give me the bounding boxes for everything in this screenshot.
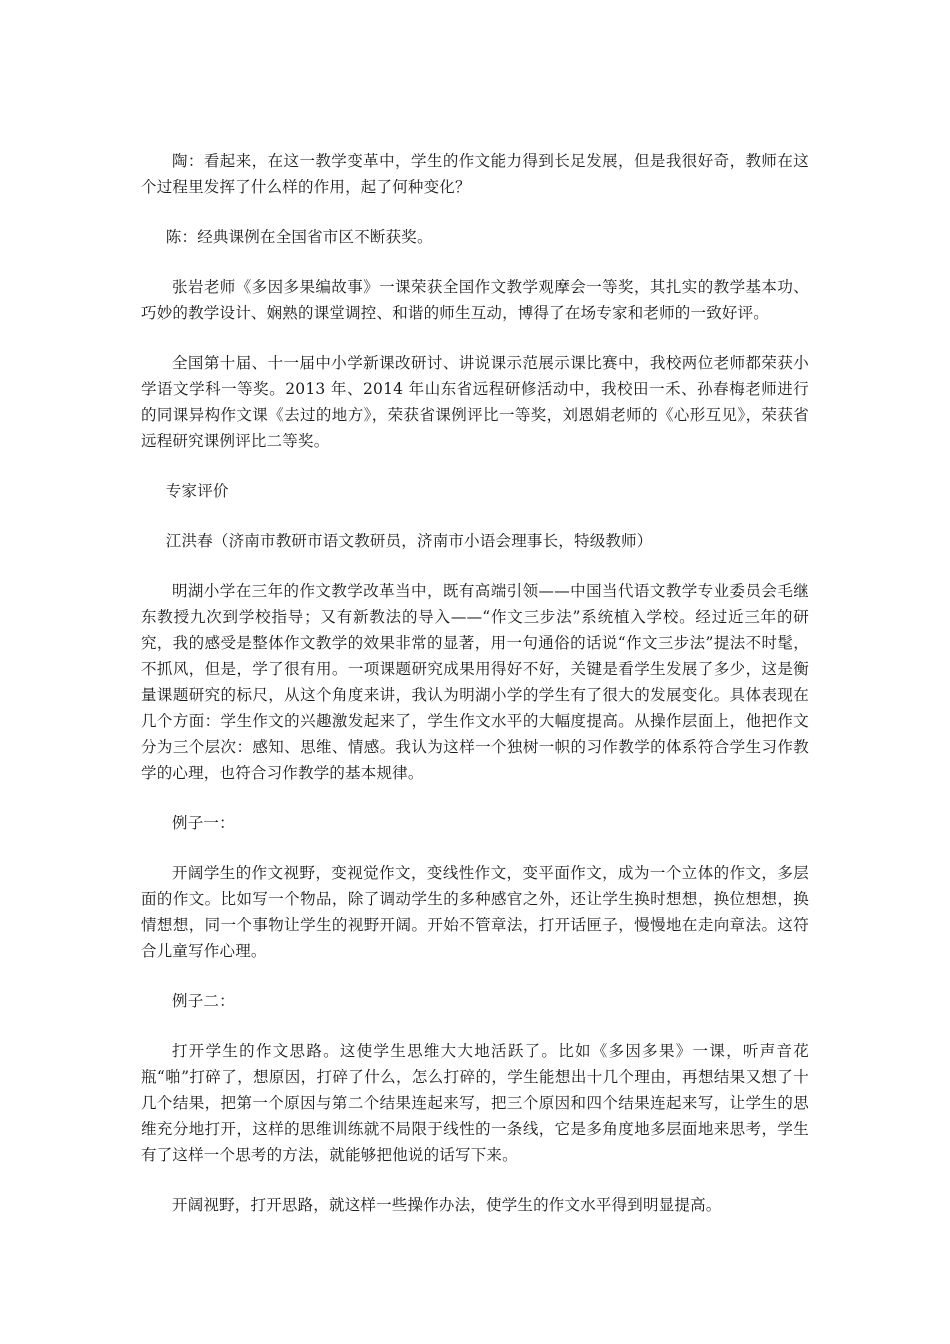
paragraph-tao-question: 陶：看起来，在这一教学变革中，学生的作文能力得到长足发展，但是我很好奇，教师在这个过程里发挥了什么样的作用，起了何种变化？ — [141, 152, 809, 196]
heading-example-two: 例子二： — [172, 992, 235, 1010]
document-body — [141, 148, 809, 1242]
section-heading-expert-review: 专家评价 — [165, 482, 229, 500]
paragraph-expert-review: 明湖小学在三年的作文教学改革当中，既有高端引领——中国当代语文教学专业委员会毛继东教授九次到学校指导；又有新教法的导入——“作文三步法”系统植入学校。经过近三年的研究，我的感受是整体作文教学的效果非常的显著，用一句通俗的话说“作文三步法”提法不时髦，不抓风，但是，学了很有用。一项课题研究成果用得好不好，关键是看学生发展了多少，这是衡量课题研究的标尺，从这个角度来讲，我认为明湖小学的学生有了很大的发展变化。具体表现在几个方面：学生作文的兴趣激发起来了，学生作文水平的大幅度提高。从操作层面上，他把作文分为三个层次：感知、思维、情感。我认为这样一个独树一帜的习作教学的体系符合学生习作教学的心理，也符合习作教学的基本规律。 — [141, 582, 809, 782]
heading-example-one: 例子一： — [172, 814, 235, 832]
paragraph-chen-answer: 陈：经典课例在全国省市区不断获奖。 — [165, 228, 433, 246]
paragraph-national-awards: 全国第十届、十一届中小学新课改研讨、讲说课示范展示课比赛中，我校两位老师都荣获小学语文学科一等奖。2013 年、2014 年山东省远程研修活动中，我校田一禾、孙春梅老师进行的同课异构作文课《去过的地方》，荣获省课例评比一等奖，刘恩娟老师的《心形互见》，荣获省远程研究课例评比二等奖。 — [141, 354, 809, 450]
paragraph-example-two: 打开学生的作文思路。这使学生思维大大地活跃了。比如《多因多果》一课，听声音花瓶“啪”打碎了，想原因，打碎了什么，怎么打碎的，学生能想出十几个理由，再想结果又想了十几个结果，把第一个原因与第二个结果连起来写，把三个原因和四个结果连起来写，让学生的思维充分地打开，这样的思维训练就不局限于线性的一条线，它是多角度地多层面地来思考，学生有了这样一个思考的方法，就能够把他说的话写下来。 — [141, 1042, 809, 1164]
paragraph-expert-name: 江洪春（济南市教研市语文教研员，济南市小语会理事长，特级教师） — [165, 532, 653, 550]
paragraph-example-one: 开阔学生的作文视野，变视觉作文，变线性作文，变平面作文，成为一个立体的作文，多层面的作文。比如写一个物品，除了调动学生的多种感官之外，还让学生换时想想，换位想想，换情想想，同一个事物让学生的视野开阔。开始不管章法，打开话匣子，慢慢地在走向章法。这符合儿童写作心理。 — [141, 864, 809, 960]
paragraph-zhang-award: 张岩老师《多因多果编故事》一课荣获全国作文教学观摩会一等奖，其扎实的教学基本功、巧妙的教学设计、娴熟的课堂调控、和谐的师生互动，博得了在场专家和老师的一致好评。 — [141, 278, 809, 322]
paragraph-conclusion: 开阔视野，打开思路，就这样一些操作办法，使学生的作文水平得到明显提高。 — [172, 1196, 722, 1214]
